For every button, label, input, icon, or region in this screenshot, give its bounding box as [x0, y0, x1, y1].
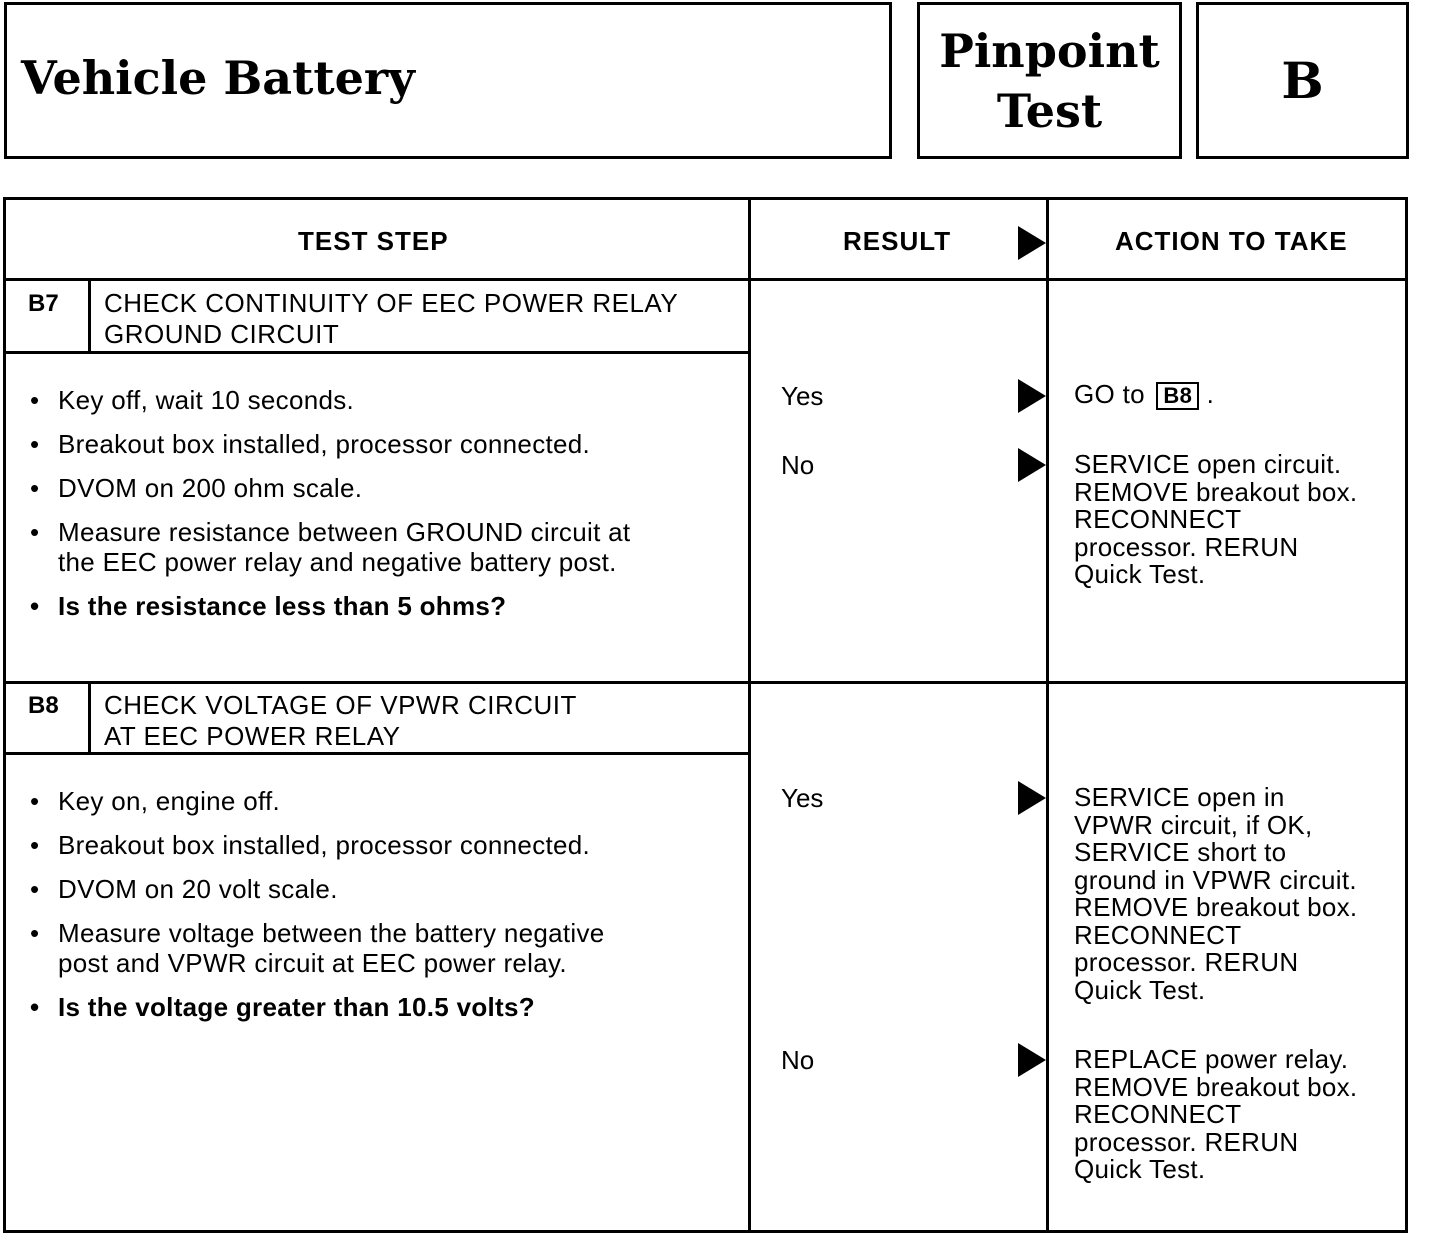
test-letter-box — [1196, 2, 1409, 159]
arrow-icon — [1018, 379, 1046, 413]
col-test-step: TEST STEP — [298, 226, 449, 256]
step-b7-procedure — [30, 385, 630, 621]
step-title-b8: CHECK VOLTAGE OF VPWR CIRCUIT AT EEC POWER RELAY — [104, 690, 577, 751]
result-no-b7: No — [781, 450, 815, 480]
col-result: RESULT — [843, 226, 952, 256]
result-yes-b8: Yes — [781, 783, 824, 813]
b8-id-divider — [88, 683, 91, 753]
arrow-icon — [1018, 781, 1046, 815]
b7-id-divider — [88, 280, 91, 352]
list-item-question: • Is the voltage greater than 10.5 volts? — [30, 992, 605, 1022]
test-label: Test — [996, 84, 1103, 138]
header-rule — [4, 278, 1406, 281]
pinpoint-test-box — [917, 2, 1182, 159]
action-yes-b8: SERVICE open in VPWR circuit, if OK, SERVICE short to ground in VPWR circuit. REMOVE breakout box. RECONNECT processor. RERUN Quick Test. — [1074, 782, 1358, 1005]
list-item: • DVOM on 200 ohm scale. — [30, 473, 630, 503]
arrow-icon — [1018, 1043, 1046, 1077]
step-title-b7: CHECK CONTINUITY OF EEC POWER RELAY GROUND CIRCUIT — [104, 288, 679, 349]
list-item: • Breakout box installed, processor connected. — [30, 429, 630, 459]
action-no-b8: REPLACE power relay. REMOVE breakout box. RECONNECT processor. RERUN Quick Test. — [1074, 1044, 1358, 1184]
result-yes-b7: Yes — [781, 381, 824, 411]
list-item: • DVOM on 20 volt scale. — [30, 874, 605, 904]
b8-title-rule — [4, 752, 750, 755]
b7-title-rule — [4, 351, 750, 354]
step-ref-b8: B8 — [1156, 382, 1199, 410]
step-id-b7: B7 — [28, 290, 59, 317]
col-action: ACTION TO TAKE — [1115, 226, 1348, 256]
list-item-continuation: the EEC power relay and negative battery post. — [58, 547, 617, 577]
list-item-continuation: post and VPWR circuit at EEC power relay. — [58, 948, 567, 978]
list-item: • Measure resistance between GROUND circuit at — [30, 517, 630, 547]
title-box — [4, 2, 892, 159]
row-rule — [4, 681, 1406, 684]
list-item-question: • Is the resistance less than 5 ohms? — [30, 591, 630, 621]
list-item: • Key off, wait 10 seconds. — [30, 385, 630, 415]
pinpoint-label: Pinpoint — [939, 24, 1160, 78]
step-b8-procedure — [30, 786, 605, 1022]
arrow-icon — [1018, 448, 1046, 482]
result-no-b8: No — [781, 1045, 815, 1075]
divider-action — [1046, 199, 1049, 1231]
action-yes-b7: GO to B8 . — [1074, 379, 1215, 409]
page-title: Vehicle Battery — [21, 51, 415, 105]
test-letter: B — [1281, 51, 1324, 110]
action-no-b7: SERVICE open circuit. REMOVE breakout box. RECONNECT processor. RERUN Quick Test. — [1074, 449, 1358, 589]
list-item: • Key on, engine off. — [30, 786, 605, 816]
list-item: • Measure voltage between the battery negative — [30, 918, 605, 948]
list-item: • Breakout box installed, processor connected. — [30, 830, 605, 860]
header-arrow-icon — [1018, 226, 1046, 260]
step-id-b8: B8 — [28, 692, 59, 719]
